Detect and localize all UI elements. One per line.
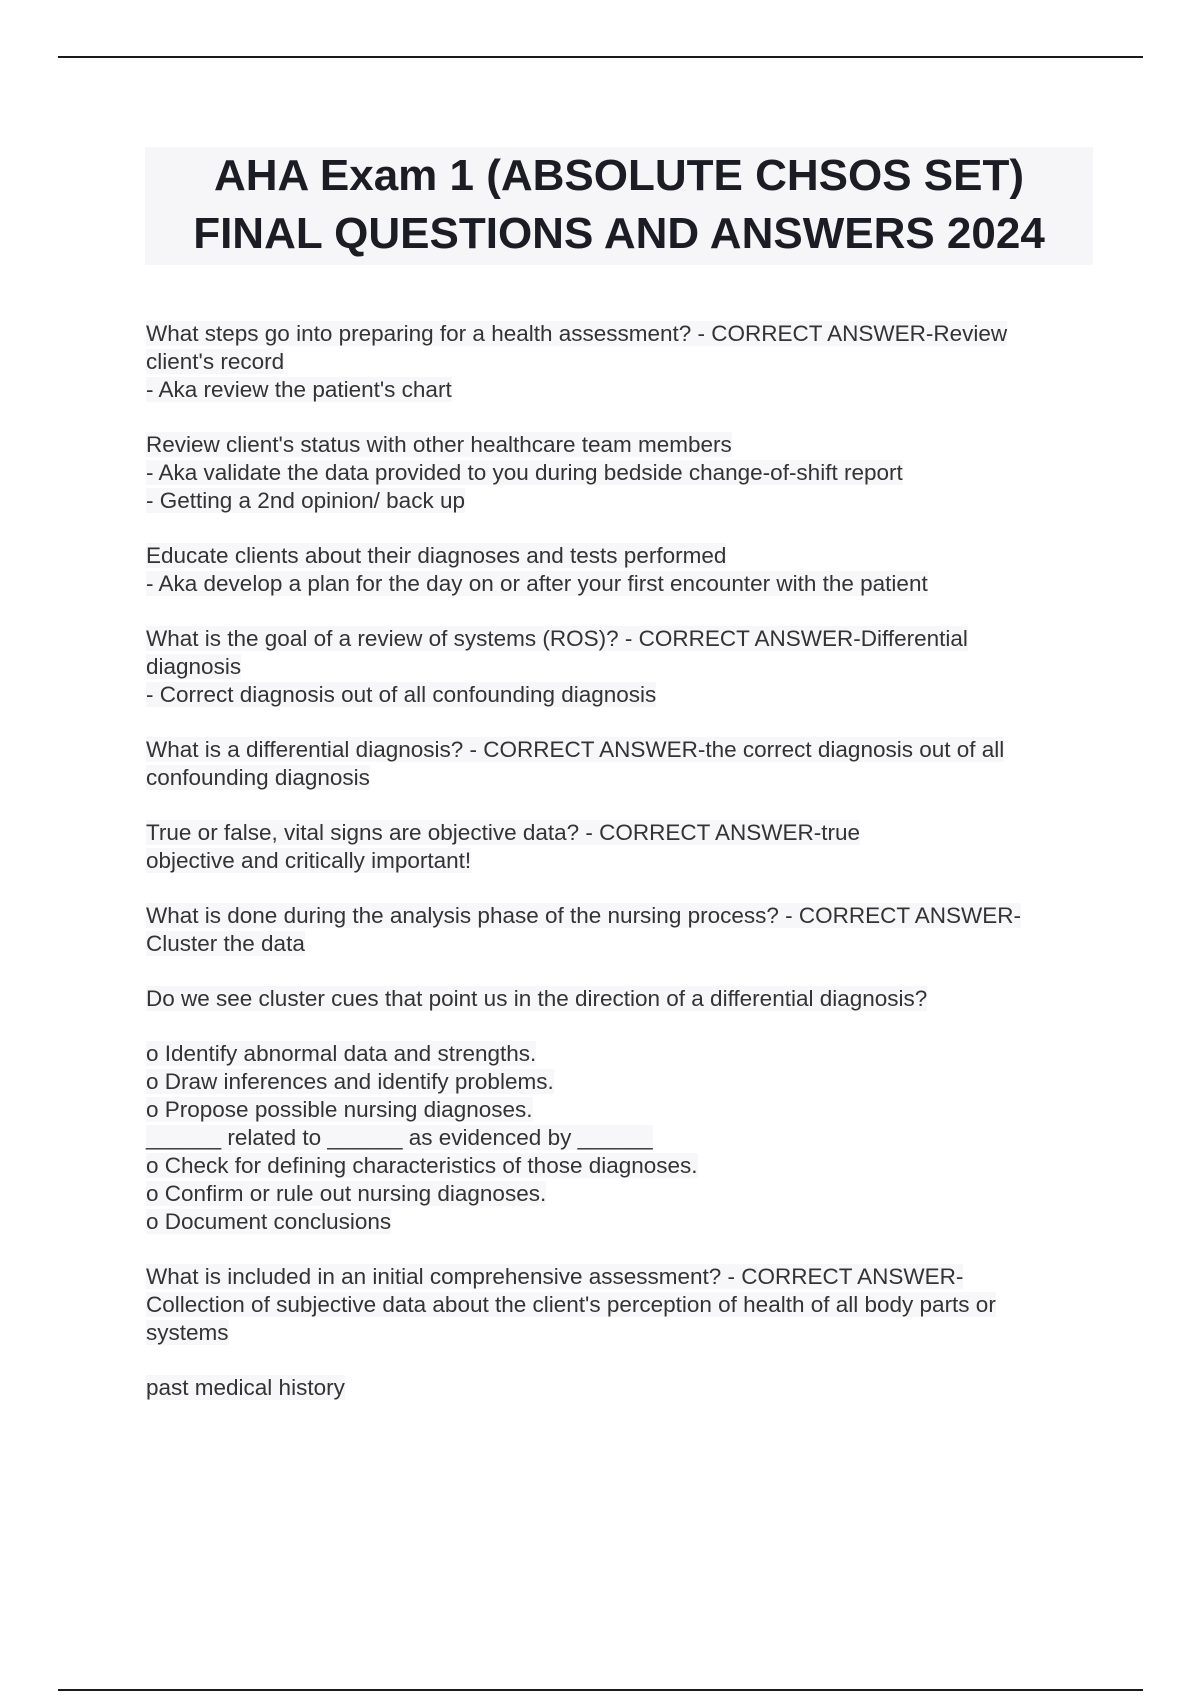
text-line-content: Collection of subjective data about the client's perception of health of all body parts or [146, 1292, 996, 1317]
text-line [146, 985, 1096, 1013]
text-line-content: o Confirm or rule out nursing diagnoses. [146, 1181, 547, 1206]
text-line [146, 930, 1096, 958]
text-line-content: confounding diagnosis [146, 765, 370, 790]
paragraph-gap [146, 875, 1096, 902]
qa-block [146, 431, 1096, 515]
text-line [146, 487, 1096, 515]
text-line-content: What is a differential diagnosis? - CORRECT ANSWER-the correct diagnosis out of all [146, 737, 1005, 762]
qa-block [146, 542, 1096, 598]
title-line-1: AHA Exam 1 (ABSOLUTE CHSOS SET) [213, 151, 1025, 200]
text-line [146, 1068, 1096, 1096]
text-line [146, 376, 1096, 404]
text-line-content: - Aka develop a plan for the day on or after your first encounter with the patient [146, 571, 928, 596]
text-line-content: o Document conclusions [146, 1209, 392, 1234]
text-line-content: o Identify abnormal data and strengths. [146, 1041, 537, 1066]
text-line [146, 431, 1096, 459]
text-line-content: What is included in an initial comprehensive assessment? - CORRECT ANSWER- [146, 1264, 964, 1289]
text-line [146, 653, 1096, 681]
text-line [146, 764, 1096, 792]
text-line [146, 1374, 1096, 1402]
text-line-content: What steps go into preparing for a health assessment? - CORRECT ANSWER-Review [146, 321, 1008, 346]
text-line-content: past medical history [146, 1375, 345, 1400]
text-line-content: systems [146, 1320, 229, 1345]
text-line [146, 320, 1096, 348]
paragraph-gap [146, 1013, 1096, 1040]
text-line [146, 570, 1096, 598]
text-line [146, 348, 1096, 376]
text-line [146, 1096, 1096, 1124]
text-line [146, 542, 1096, 570]
text-line [146, 1263, 1096, 1291]
qa-block [146, 736, 1096, 792]
text-line-content: client's record [146, 349, 285, 374]
text-line-content: diagnosis [146, 654, 242, 679]
text-line-content: ______ related to ______ as evidenced by ______ [146, 1125, 653, 1150]
text-line-content: o Check for defining characteristics of those diagnoses. [146, 1153, 698, 1178]
bottom-rule [58, 1689, 1143, 1691]
text-line [146, 459, 1096, 487]
text-line [146, 1180, 1096, 1208]
text-line-content: Do we see cluster cues that point us in the direction of a differential diagnosis? [146, 986, 928, 1011]
text-line [146, 736, 1096, 764]
text-line [146, 1319, 1096, 1347]
text-line [146, 1124, 1096, 1152]
text-line-content: What is the goal of a review of systems (ROS)? - CORRECT ANSWER-Differential [146, 626, 968, 651]
qa-block [146, 902, 1096, 958]
text-line-content: Educate clients about their diagnoses and tests performed [146, 543, 727, 568]
text-line-content: - Aka validate the data provided to you during bedside change-of-shift report [146, 460, 903, 485]
paragraph-gap [146, 515, 1096, 542]
qa-block [146, 1040, 1096, 1236]
text-line-content: Review client's status with other healthcare team members [146, 432, 732, 457]
text-line-content: objective and critically important! [146, 848, 472, 873]
text-line [146, 847, 1096, 875]
paragraph-gap [146, 404, 1096, 431]
qa-block [146, 1263, 1096, 1347]
text-line [146, 1152, 1096, 1180]
qa-block [146, 320, 1096, 404]
title-line-2: FINAL QUESTIONS AND ANSWERS 2024 [193, 209, 1045, 258]
text-line [146, 1040, 1096, 1068]
qa-block [146, 819, 1096, 875]
text-line-content: - Aka review the patient's chart [146, 377, 452, 402]
text-line [146, 819, 1096, 847]
text-line [146, 681, 1096, 709]
paragraph-gap [146, 1236, 1096, 1263]
qa-content [146, 320, 1096, 1402]
document-title [145, 147, 1093, 265]
paragraph-gap [146, 598, 1096, 625]
text-line-content: o Draw inferences and identify problems. [146, 1069, 554, 1094]
top-rule [58, 56, 1143, 58]
qa-block [146, 625, 1096, 709]
text-line-content: What is done during the analysis phase of the nursing process? - CORRECT ANSWER- [146, 903, 1021, 928]
paragraph-gap [146, 709, 1096, 736]
text-line-content: True or false, vital signs are objective data? - CORRECT ANSWER-true [146, 820, 861, 845]
qa-block [146, 985, 1096, 1013]
text-line-content: o Propose possible nursing diagnoses. [146, 1097, 533, 1122]
text-line [146, 1291, 1096, 1319]
paragraph-gap [146, 1347, 1096, 1374]
paragraph-gap [146, 792, 1096, 819]
qa-block [146, 1374, 1096, 1402]
paragraph-gap [146, 958, 1096, 985]
text-line [146, 625, 1096, 653]
text-line-content: - Correct diagnosis out of all confounding diagnosis [146, 682, 657, 707]
text-line-content: - Getting a 2nd opinion/ back up [146, 488, 465, 513]
text-line [146, 1208, 1096, 1236]
text-line [146, 902, 1096, 930]
text-line-content: Cluster the data [146, 931, 305, 956]
